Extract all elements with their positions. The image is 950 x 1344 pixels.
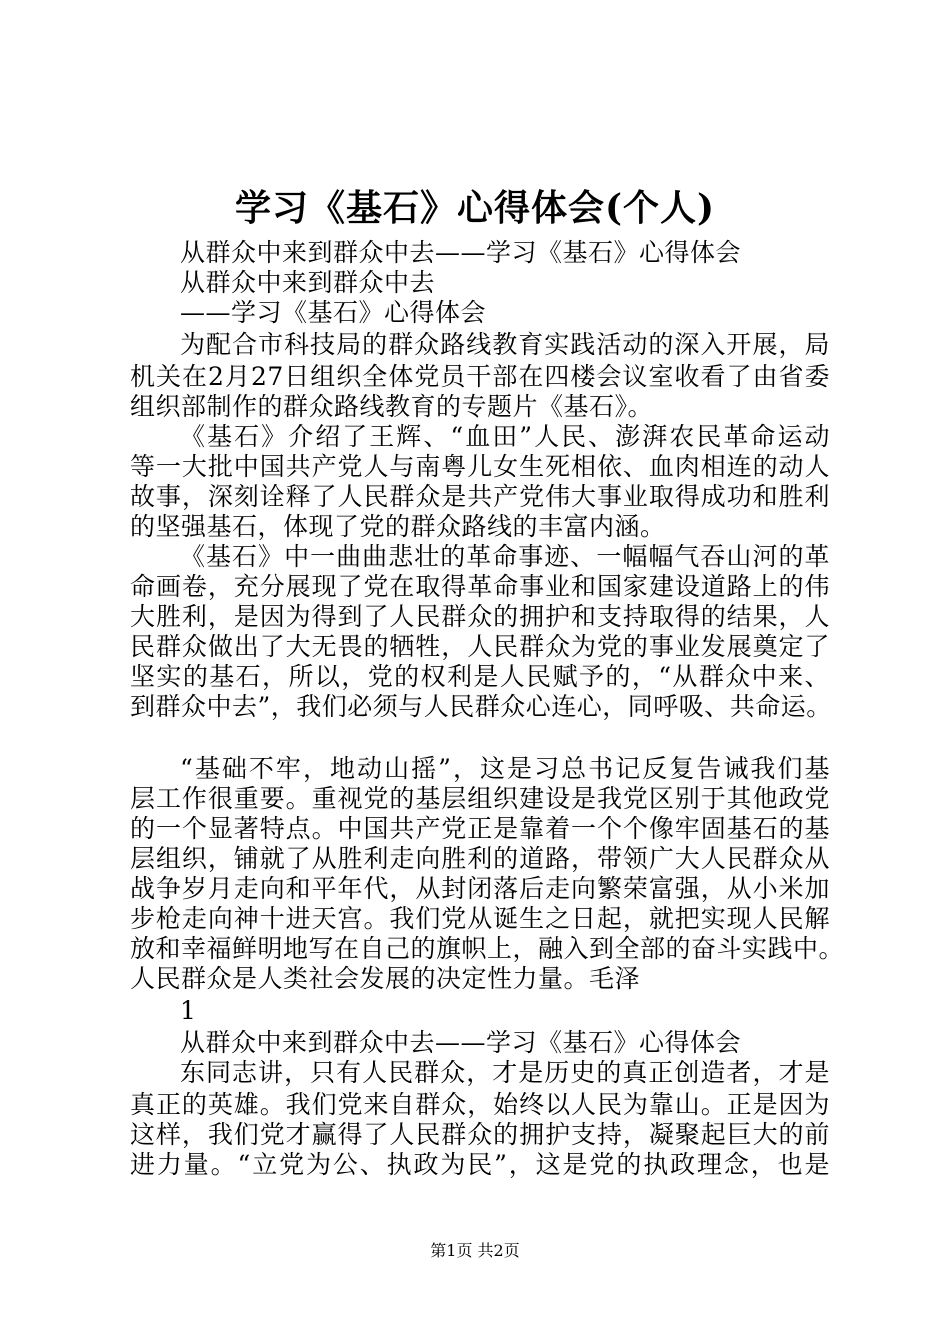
subtitle-line: 从群众中来到群众中去——学习《基石》心得体会 [180,1028,742,1057]
text-line: 命画卷，充分展现了党在取得革命事业和国家建设道路上的伟 [130,572,830,601]
text-line: 步枪走向神十进天宫。我们党从诞生之日起，就把实现人民解 [130,904,830,933]
text-line: 战争岁月走向和平年代，从封闭落后走向繁荣富强，从小米加 [130,874,830,903]
text-line: 放和幸福鲜明地写在自己的旗帜上，融入到全部的奋斗实践中。 [130,934,845,963]
text-line: 进力量。“立党为公、执政为民”，这是党的执政理念，也是 [130,1150,830,1179]
subtitle-line: 从群众中来到群众中去——学习《基石》心得体会 [180,238,742,267]
text-line: 层工作很重要。重视党的基层组织建设是我党区别于其他政党 [130,784,830,813]
page-number-marker: 1 [180,996,196,1025]
text-line: 机关在2月27日组织全体党员干部在四楼会议室收看了由省委 [130,362,830,391]
page-title: 学习《基石》心得体会(个人) [234,187,716,229]
text-line: 大胜利，是因为得到了人民群众的拥护和支持取得的结果，人 [130,602,830,631]
text-line: 这样，我们党才赢得了人民群众的拥护支持，凝聚起巨大的前 [130,1120,830,1149]
text-line: 等一大批中国共产党人与南粤儿女生死相依、血肉相连的动人 [130,452,830,481]
text-line: 到群众中去”，我们必须与人民群众心连心，同呼吸、共命运。 [130,692,832,721]
text-line: 民群众做出了大无畏的牺牲，人民群众为党的事业发展奠定了 [130,632,830,661]
text-line: 的一个显著特点。中国共产党正是靠着一个个像牢固基石的基 [130,814,830,843]
text-line: 《基石》介绍了王辉、“血田”人民、澎湃农民革命运动 [180,422,830,451]
subtitle-line: 从群众中来到群众中去 [180,268,436,297]
subtitle-line: ——学习《基石》心得体会 [180,298,487,327]
text-line: 组织部制作的群众路线教育的专题片《基石》。 [130,392,654,421]
text-line: 层组织，铺就了从胜利走向胜利的道路，带领广大人民群众从 [130,844,830,873]
text-line: 人民群众是人类社会发展的决定性力量。毛泽 [130,964,641,993]
text-line: 东同志讲，只有人民群众，才是历史的真正创造者，才是 [180,1058,830,1087]
page-footer: 第1页 共2页 [430,1241,520,1260]
text-line: 为配合市科技局的群众路线教育实践活动的深入开展，局 [180,330,830,359]
text-line: 真正的英雄。我们党来自群众，始终以人民为靠山。正是因为 [130,1090,830,1119]
text-line: 的坚强基石，体现了党的群众路线的丰富内涵。 [130,512,666,541]
text-line: 故事，深刻诠释了人民群众是共产党伟大事业取得成功和胜利 [130,482,830,511]
text-line: 坚实的基石，所以，党的权利是人民赋予的，“从群众中来、 [130,662,830,691]
text-line: “基础不牢，地动山摇”，这是习总书记反复告诫我们基 [180,754,830,783]
text-line: 《基石》中一曲曲悲壮的革命事迹、一幅幅气吞山河的革 [180,542,830,571]
